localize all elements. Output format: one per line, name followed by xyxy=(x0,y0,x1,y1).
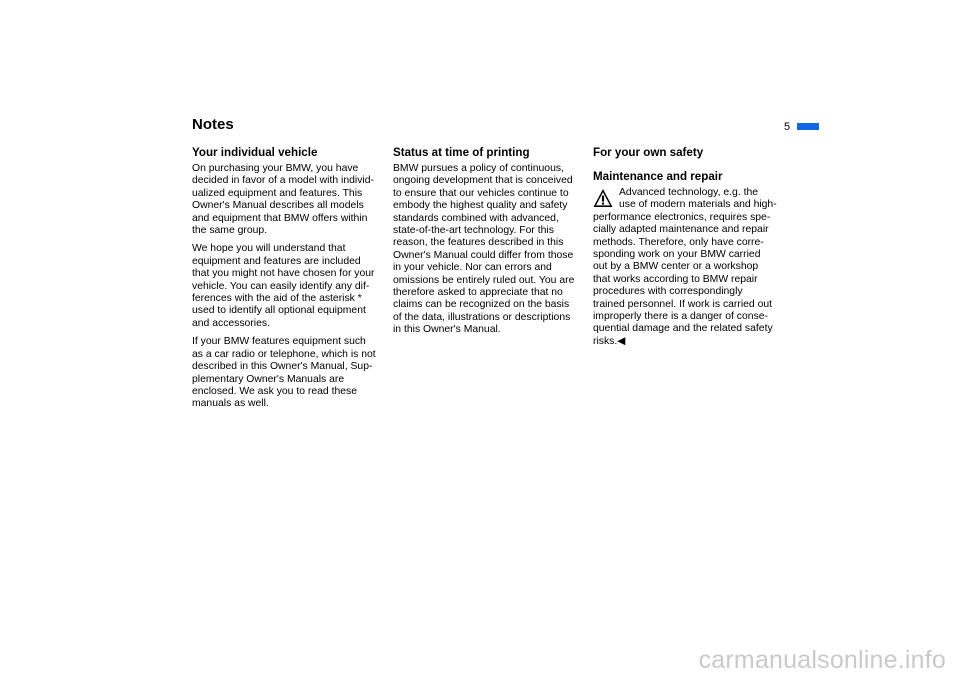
section-status-printing xyxy=(393,146,588,343)
watermark: carmanualsonline.info xyxy=(698,646,946,674)
section-individual-vehicle xyxy=(192,146,387,417)
paragraph: On purchasing your BMW, you have decided in favor of a model with individ- ualized equipment and features. This Owner's Manual describes all models and equipment that BMW offers within the same group. xyxy=(192,163,374,237)
warning-note xyxy=(593,187,788,348)
page-number: 5 xyxy=(784,121,791,133)
section-heading: Status at time of printing xyxy=(393,146,530,159)
section-heading: Your individual vehicle xyxy=(192,146,318,159)
paragraph: Advanced technology, e.g. the use of modern materials and high- performance electronics, requires spe- cially adapted maintenance and repair methods. Therefore, only have corre- sponding work on your BMW carried out by a BMW center or a workshop that works according to BMW repair procedures with correspondingly trained personnel. If work is carried out improperly there is a danger of conse- quential damage and the related safety risks.◀ xyxy=(593,187,777,347)
section-heading: For your own safety xyxy=(593,146,704,159)
paragraph: We hope you will understand that equipment and features are included that you might not have chosen for your vehicle. You can easily identify any dif- ferences with the aid of the asterisk * used to identify all optional equipment and accessories. xyxy=(192,243,375,329)
page-title: Notes xyxy=(192,116,234,133)
section-own-safety xyxy=(593,146,788,354)
section-subheading: Maintenance and repair xyxy=(593,170,723,183)
warning-triangle-icon xyxy=(593,188,613,208)
paragraph: BMW pursues a policy of continuous, ongoing development that is conceived to ensure that our vehicles continue to embody the highest quality and safety standards combined with advanced, state-of-the-art technology. For this reason, the features described in this Owner's Manual could differ from those in your vehicle. Nor can errors and omissions be entirely ruled out. You are therefore asked to appreciate that no claims can be recognized on the basis of the data, illustrations or descriptions in this Owner's Manual. xyxy=(393,163,575,336)
paragraph: If your BMW features equipment such as a car radio or telephone, which is not described in this Owner's Manual, Sup- plementary Owner's Manuals are enclosed. We ask you to read these manuals as well. xyxy=(192,336,376,410)
page-marker xyxy=(797,123,819,130)
